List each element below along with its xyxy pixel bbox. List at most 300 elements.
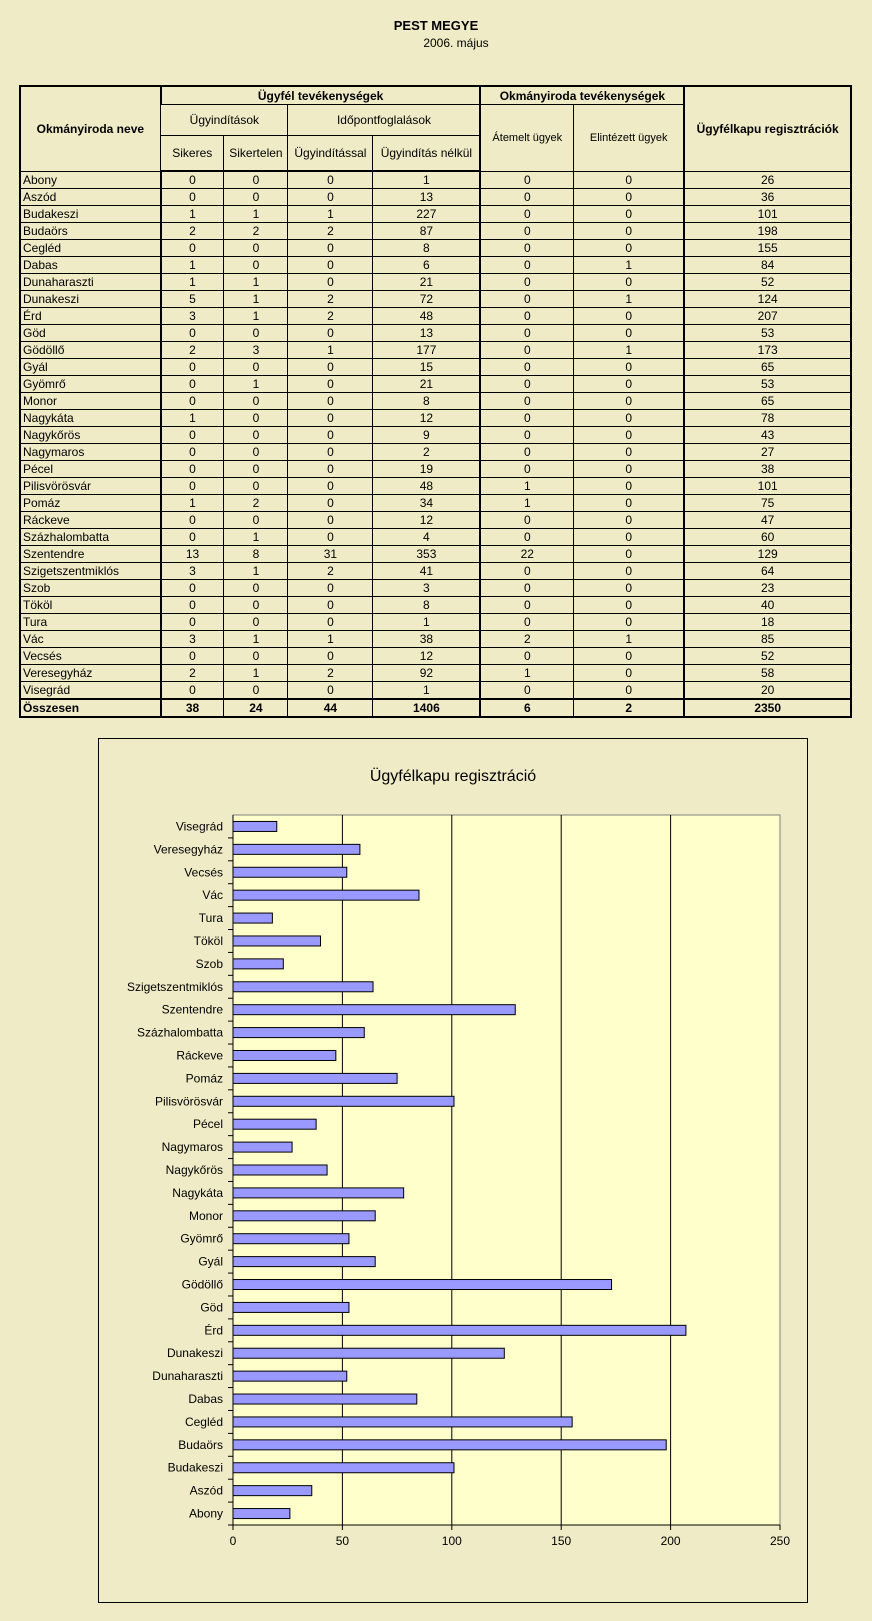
table-cell-office: Dunakeszi	[20, 291, 161, 308]
table-row	[20, 597, 851, 614]
y-tick-label: Nagykáta	[172, 1185, 223, 1200]
table-cell-value: 0	[224, 682, 288, 700]
table-cell-value: 0	[480, 189, 573, 206]
table-cell-value: 9	[373, 427, 481, 444]
bar	[233, 1280, 612, 1290]
table-cell-office: Göd	[20, 325, 161, 342]
header-office-activities: Okmányiroda tevékenységek	[480, 86, 684, 105]
table-cell-office: Pomáz	[20, 495, 161, 512]
header-portal-registrations: Ügyfélkapu regisztrációk	[684, 86, 851, 171]
table-cell-value: 1	[224, 291, 288, 308]
table-cell-value: 0	[574, 597, 685, 614]
table-cell-value: 0	[574, 189, 685, 206]
table-row	[20, 393, 851, 410]
table-cell-value: 87	[373, 223, 481, 240]
table-cell-value: 0	[480, 359, 573, 376]
bar	[233, 1257, 375, 1267]
table-cell-value: 1	[224, 563, 288, 580]
table-cell-value: 38	[161, 699, 224, 717]
table-cell-office: Szigetszentmiklós	[20, 563, 161, 580]
table-cell-value: 198	[684, 223, 851, 240]
table-cell-value: 0	[574, 393, 685, 410]
y-tick-label: Pécel	[192, 1117, 223, 1132]
table-cell-value: 0	[224, 444, 288, 461]
y-tick-label: Göd	[200, 1300, 223, 1315]
table-cell-office: Érd	[20, 308, 161, 325]
table-cell-value: 0	[574, 665, 685, 682]
y-tick-label: Szigetszentmiklós	[126, 979, 223, 994]
y-tick-label: Érd	[204, 1323, 223, 1338]
table-cell-value: 0	[480, 461, 573, 478]
table-cell-value: 48	[373, 308, 481, 325]
table-cell-value: 0	[574, 206, 685, 223]
table-cell-value: 0	[288, 171, 373, 189]
table-cell-value: 0	[224, 325, 288, 342]
table-cell-office: Abony	[20, 171, 161, 189]
table-cell-value: 0	[480, 427, 573, 444]
table-row	[20, 291, 851, 308]
x-tick-label: 100	[441, 1534, 462, 1548]
table-cell-value: 0	[574, 410, 685, 427]
table-cell-value: 2	[574, 699, 685, 717]
table-cell-value: 207	[684, 308, 851, 325]
y-tick-label: Pomáz	[185, 1071, 223, 1086]
table-cell-value: 0	[480, 682, 573, 700]
table-row	[20, 410, 851, 427]
table-cell-value: 0	[480, 580, 573, 597]
table-cell-office: Nagykőrös	[20, 427, 161, 444]
table-cell-value: 0	[161, 614, 224, 631]
table-cell-value: 8	[373, 393, 481, 410]
table-cell-value: 1	[574, 342, 685, 359]
table-cell-value: 13	[373, 325, 481, 342]
table-cell-value: 0	[288, 274, 373, 291]
table-cell-value: 0	[161, 682, 224, 700]
table-row	[20, 206, 851, 223]
table-cell-value: 0	[224, 240, 288, 257]
table-cell-value: 0	[574, 274, 685, 291]
table-cell-value: 1	[373, 682, 481, 700]
table-cell-value: 0	[480, 240, 573, 257]
bar	[233, 1028, 364, 1038]
table-cell-value: 3	[161, 563, 224, 580]
table-cell-value: 0	[224, 427, 288, 444]
table-cell-value: 4	[373, 529, 481, 546]
table-cell-value: 38	[684, 461, 851, 478]
table-row	[20, 274, 851, 291]
table-cell-value: 124	[684, 291, 851, 308]
table-cell-value: 0	[161, 393, 224, 410]
table-cell-value: 0	[224, 171, 288, 189]
header-handled: Elintézett ügyek	[574, 105, 685, 172]
bar	[233, 1440, 666, 1450]
table-cell-office: Gödöllő	[20, 342, 161, 359]
table-cell-value: 0	[574, 529, 685, 546]
table-cell-office: Százhalombatta	[20, 529, 161, 546]
header-fail: Sikertelen	[224, 136, 288, 172]
table-cell-value: 2350	[684, 699, 851, 717]
table-cell-value: 0	[224, 461, 288, 478]
table-row	[20, 342, 851, 359]
table-cell-value: 2	[161, 342, 224, 359]
table-cell-value: 1	[574, 257, 685, 274]
table-cell-office: Aszód	[20, 189, 161, 206]
table-cell-value: 0	[288, 427, 373, 444]
table-cell-value: 0	[288, 597, 373, 614]
table-cell-value: 0	[288, 682, 373, 700]
table-cell-value: 84	[684, 257, 851, 274]
table-cell-value: 31	[288, 546, 373, 563]
table-cell-value: 2	[224, 223, 288, 240]
table-cell-value: 0	[288, 529, 373, 546]
table-cell-value: 0	[288, 444, 373, 461]
table-cell-value: 0	[288, 189, 373, 206]
table-cell-value: 0	[574, 325, 685, 342]
table-cell-value: 1	[480, 478, 573, 495]
table-cell-value: 0	[161, 512, 224, 529]
table-cell-office: Pilisvörösvár	[20, 478, 161, 495]
table-cell-value: 0	[480, 274, 573, 291]
table-cell-office: Monor	[20, 393, 161, 410]
table-row	[20, 444, 851, 461]
table-cell-value: 0	[224, 512, 288, 529]
table-cell-value: 43	[684, 427, 851, 444]
table-cell-value: 0	[574, 682, 685, 700]
y-tick-label: Tura	[198, 911, 223, 926]
bar	[233, 1302, 349, 1312]
table-cell-value: 13	[161, 546, 224, 563]
y-tick-label: Gyál	[198, 1254, 223, 1269]
table-cell-value: 0	[288, 614, 373, 631]
table-cell-office: Összesen	[20, 699, 161, 717]
table-cell-value: 0	[574, 376, 685, 393]
table-cell-value: 19	[373, 461, 481, 478]
table-cell-value: 21	[373, 274, 481, 291]
table-cell-value: 47	[684, 512, 851, 529]
y-tick-label: Nagykőrös	[165, 1163, 223, 1177]
table-cell-value: 0	[161, 427, 224, 444]
table-cell-value: 23	[684, 580, 851, 597]
table-cell-value: 0	[288, 580, 373, 597]
table-cell-value: 0	[288, 376, 373, 393]
x-tick-label: 250	[769, 1534, 791, 1548]
y-tick-label: Monor	[188, 1208, 223, 1223]
table-cell-value: 0	[480, 376, 573, 393]
table-cell-value: 0	[161, 359, 224, 376]
table-row	[20, 376, 851, 393]
header-client-activities: Ügyfél tevékenységek	[161, 86, 481, 105]
table-cell-office: Vecsés	[20, 648, 161, 665]
table-cell-value: 0	[480, 342, 573, 359]
table-row	[20, 546, 851, 563]
header-appointments: Időpontfoglalások	[288, 105, 480, 136]
table-cell-value: 0	[574, 359, 685, 376]
y-tick-label: Gyömrő	[180, 1231, 223, 1246]
table-row	[20, 461, 851, 478]
table-total-row	[20, 699, 851, 717]
table-cell-value: 0	[161, 325, 224, 342]
table-cell-value: 1	[224, 631, 288, 648]
table-cell-value: 26	[684, 171, 851, 189]
x-tick-label: 50	[335, 1534, 350, 1548]
y-tick-label: Abony	[188, 1506, 223, 1521]
table-cell-office: Cegléd	[20, 240, 161, 257]
table-cell-value: 44	[288, 699, 373, 717]
table-cell-office: Szob	[20, 580, 161, 597]
header-transferred: Átemelt ügyek	[480, 105, 573, 172]
y-tick-label: Ráckeve	[176, 1048, 223, 1063]
table-cell-office: Gyál	[20, 359, 161, 376]
table-cell-value: 53	[684, 376, 851, 393]
table-row	[20, 580, 851, 597]
bar	[233, 821, 277, 831]
table-cell-value: 92	[373, 665, 481, 682]
table-row	[20, 478, 851, 495]
table-cell-value: 0	[480, 648, 573, 665]
table-row	[20, 223, 851, 240]
page-title: PEST MEGYE	[393, 18, 479, 33]
table-cell-value: 1	[574, 631, 685, 648]
table-cell-value: 0	[288, 648, 373, 665]
table-cell-value: 48	[373, 478, 481, 495]
table-cell-value: 6	[480, 699, 573, 717]
table-cell-office: Szentendre	[20, 546, 161, 563]
bar-chart	[99, 739, 807, 1602]
table-row	[20, 325, 851, 342]
table-cell-value: 0	[480, 223, 573, 240]
table-row	[20, 614, 851, 631]
bar	[233, 959, 283, 969]
table-row	[20, 563, 851, 580]
bar	[233, 1165, 327, 1175]
y-tick-label: Vecsés	[184, 865, 223, 880]
table-cell-value: 0	[574, 648, 685, 665]
table-cell-value: 65	[684, 359, 851, 376]
table-cell-value: 129	[684, 546, 851, 563]
table-cell-value: 52	[684, 274, 851, 291]
table-cell-value: 22	[480, 546, 573, 563]
table-cell-value: 0	[161, 240, 224, 257]
bar	[233, 890, 419, 900]
bar	[233, 1188, 404, 1198]
table-cell-value: 0	[480, 512, 573, 529]
chart-title: Ügyfélkapu regisztráció	[369, 768, 537, 785]
table-row	[20, 171, 851, 189]
table-cell-value: 101	[684, 478, 851, 495]
table-cell-office: Nagykáta	[20, 410, 161, 427]
table-cell-value: 0	[288, 325, 373, 342]
table-cell-value: 0	[161, 529, 224, 546]
table-cell-value: 0	[574, 444, 685, 461]
bar	[233, 1463, 454, 1473]
header-cases: Ügyindítások	[161, 105, 288, 136]
page-subtitle: 2006. május	[423, 36, 489, 50]
table-cell-value: 0	[224, 648, 288, 665]
table-cell-value: 52	[684, 648, 851, 665]
table-cell-value: 0	[288, 461, 373, 478]
table-cell-value: 8	[373, 240, 481, 257]
table-cell-value: 2	[480, 631, 573, 648]
table-cell-value: 0	[480, 308, 573, 325]
table-cell-value: 0	[480, 393, 573, 410]
table-cell-value: 6	[373, 257, 481, 274]
table-cell-value: 0	[224, 478, 288, 495]
table-cell-value: 0	[224, 580, 288, 597]
bar	[233, 1211, 375, 1221]
table-cell-value: 0	[161, 376, 224, 393]
table-cell-value: 3	[161, 631, 224, 648]
table-cell-value: 1	[480, 665, 573, 682]
header-office-name: Okmányiroda neve	[20, 86, 161, 171]
table-cell-value: 0	[574, 512, 685, 529]
table-cell-value: 227	[373, 206, 481, 223]
table-cell-value: 173	[684, 342, 851, 359]
bar	[233, 1417, 572, 1427]
table-cell-value: 78	[684, 410, 851, 427]
table-cell-value: 0	[161, 597, 224, 614]
table-cell-value: 1	[161, 257, 224, 274]
table-row	[20, 495, 851, 512]
x-tick-label: 200	[660, 1534, 681, 1548]
table-cell-value: 12	[373, 648, 481, 665]
table-cell-value: 12	[373, 512, 481, 529]
table-cell-value: 5	[161, 291, 224, 308]
table-cell-value: 0	[480, 257, 573, 274]
table-cell-value: 2	[161, 223, 224, 240]
header-without-case: Ügyindítás nélkül	[373, 136, 481, 172]
table-cell-value: 0	[480, 563, 573, 580]
table-row	[20, 257, 851, 274]
y-tick-label: Dunaharaszti	[152, 1369, 223, 1384]
table-cell-value: 0	[224, 597, 288, 614]
table-cell-value: 155	[684, 240, 851, 257]
bar	[233, 1142, 292, 1152]
table-row	[20, 648, 851, 665]
header-with-case: Ügyindítással	[288, 136, 373, 172]
table-cell-value: 1	[224, 308, 288, 325]
table-cell-value: 0	[224, 410, 288, 427]
table-cell-value: 0	[288, 359, 373, 376]
y-tick-label: Budaörs	[178, 1437, 223, 1452]
x-tick-label: 0	[229, 1534, 237, 1548]
y-tick-label: Tököl	[193, 933, 223, 948]
table-cell-value: 2	[288, 308, 373, 325]
table-cell-value: 0	[224, 257, 288, 274]
table-cell-value: 8	[224, 546, 288, 563]
table-cell-value: 2	[288, 291, 373, 308]
table-cell-value: 2	[161, 665, 224, 682]
table-cell-value: 0	[288, 495, 373, 512]
table-cell-value: 0	[288, 240, 373, 257]
table-cell-value: 2	[373, 444, 481, 461]
table-cell-value: 0	[574, 495, 685, 512]
table-cell-office: Nagymaros	[20, 444, 161, 461]
table-cell-value: 0	[574, 171, 685, 189]
table-cell-value: 3	[373, 580, 481, 597]
table-cell-value: 0	[161, 171, 224, 189]
table-cell-value: 0	[574, 580, 685, 597]
table-cell-value: 0	[224, 393, 288, 410]
bar	[233, 1073, 397, 1083]
bar	[233, 867, 347, 877]
table-cell-value: 0	[161, 648, 224, 665]
table-cell-value: 1	[161, 274, 224, 291]
bar	[233, 1509, 290, 1519]
table-cell-office: Tököl	[20, 597, 161, 614]
table-cell-value: 1	[161, 495, 224, 512]
table-cell-value: 0	[574, 223, 685, 240]
y-tick-label: Százhalombatta	[136, 1025, 223, 1040]
table-cell-office: Veresegyház	[20, 665, 161, 682]
table-cell-office: Budaörs	[20, 223, 161, 240]
table-cell-value: 1	[224, 206, 288, 223]
table-row	[20, 665, 851, 682]
table-cell-value: 2	[288, 563, 373, 580]
table-cell-office: Visegrád	[20, 682, 161, 700]
table-cell-value: 0	[480, 444, 573, 461]
y-tick-label: Cegléd	[184, 1414, 223, 1429]
bar	[233, 844, 360, 854]
table-cell-value: 1	[373, 614, 481, 631]
table-cell-office: Dunaharaszti	[20, 274, 161, 291]
y-tick-label: Aszód	[189, 1483, 223, 1498]
table-cell-value: 1	[224, 376, 288, 393]
table-cell-value: 1	[161, 206, 224, 223]
table-cell-office: Pécel	[20, 461, 161, 478]
table-cell-value: 24	[224, 699, 288, 717]
statistics-table	[19, 85, 852, 718]
bar	[233, 1050, 336, 1060]
table-cell-value: 1	[224, 274, 288, 291]
bar	[233, 1234, 349, 1244]
table-cell-value: 2	[288, 223, 373, 240]
table-cell-office: Tura	[20, 614, 161, 631]
table-cell-value: 0	[224, 614, 288, 631]
table-cell-value: 0	[480, 171, 573, 189]
table-cell-value: 1	[288, 631, 373, 648]
table-cell-value: 60	[684, 529, 851, 546]
table-cell-value: 0	[161, 444, 224, 461]
bar	[233, 982, 373, 992]
table-cell-value: 0	[288, 410, 373, 427]
table-cell-office: Vác	[20, 631, 161, 648]
table-cell-value: 2	[288, 665, 373, 682]
table-cell-value: 0	[480, 529, 573, 546]
table-cell-value: 0	[574, 427, 685, 444]
table-cell-value: 38	[373, 631, 481, 648]
y-tick-label: Dabas	[188, 1392, 223, 1407]
table-cell-value: 177	[373, 342, 481, 359]
table-cell-value: 0	[288, 257, 373, 274]
y-tick-label: Vác	[202, 888, 223, 903]
table-row	[20, 308, 851, 325]
table-cell-value: 0	[574, 478, 685, 495]
table-row	[20, 682, 851, 700]
y-tick-label: Dunakeszi	[166, 1346, 223, 1361]
bar	[233, 1096, 454, 1106]
table-cell-value: 1	[161, 410, 224, 427]
table-cell-value: 40	[684, 597, 851, 614]
table-cell-value: 1	[373, 171, 481, 189]
table-cell-value: 20	[684, 682, 851, 700]
y-tick-label: Pilisvörösvár	[154, 1094, 223, 1109]
y-tick-label: Szentendre	[161, 1002, 223, 1017]
table-cell-value: 21	[373, 376, 481, 393]
table-body	[20, 171, 851, 717]
y-tick-label: Visegrád	[175, 819, 223, 834]
table-row	[20, 359, 851, 376]
bar	[233, 1348, 504, 1358]
